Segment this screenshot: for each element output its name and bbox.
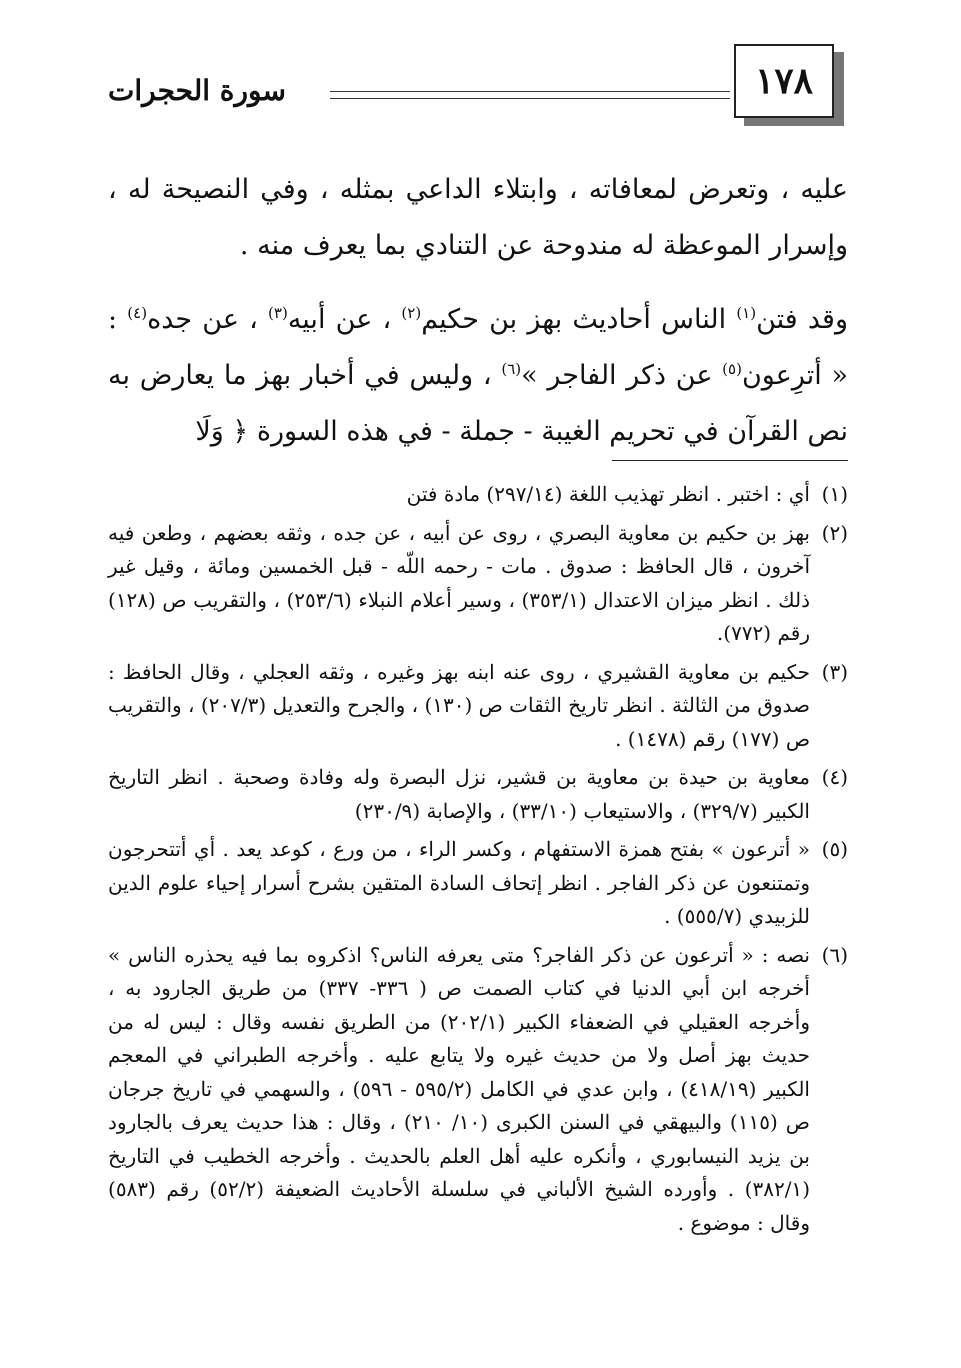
page-number: ١٧٨	[754, 60, 813, 102]
paragraph-2	[108, 292, 848, 460]
main-text	[108, 162, 848, 460]
paragraph-1: عليه ، وتعرض لمعافاته ، وابتلاء الداعي بمثله ، وفي النصيحة له ، وإسرار الموعظة له مندوحة عن التنادي بما يعرف منه .	[108, 174, 848, 261]
footnote-number: (٥)	[821, 837, 848, 861]
footnote-number: (٦)	[821, 942, 848, 967]
footnote-ref: (٦)	[501, 360, 522, 378]
surah-title: سورة الحجرات	[108, 74, 286, 107]
footnote-text: أي : اختبر . انظر تهذيب اللغة (٢٩٧/١٤) مادة فتن	[406, 482, 810, 506]
footnote-4	[108, 761, 848, 828]
footnote-number: (٤)	[821, 765, 848, 789]
footnote-ref: (٤)	[127, 304, 148, 322]
text-segment: ، عن أبيه	[287, 304, 402, 335]
footnote-number: (١)	[821, 482, 848, 506]
footnote-ref: (٥)	[722, 360, 742, 378]
footnote-ref: (٢)	[401, 304, 422, 322]
text-segment: ، عن جده	[147, 304, 269, 335]
footnote-separator	[612, 460, 848, 461]
page-header	[108, 44, 848, 120]
header-rule	[330, 91, 730, 99]
footnote-1	[108, 478, 848, 512]
footnote-text: بهز بن حكيم بن معاوية البصري ، روى عن أبيه ، عن جده ، وثقه بعضهم ، وطعن فيه آخرون ، قال الحافظ : صدوق . مات - رحمه اللّه - قبل الخمسين ومائة ، وقيل غير ذلك . انظر ميزان الاعتدال (٣٥٣/١) ، وسير أعلام النبلاء (٢٥٣/٦) ، والتقريب ص (١٢٨) رقم (٧٧٢).	[108, 520, 810, 645]
footnote-ref: (٣)	[268, 304, 288, 322]
footnote-number: (٣)	[821, 659, 848, 684]
footnotes	[108, 478, 848, 1245]
footnote-ref: (١)	[736, 304, 757, 322]
page-number-box	[734, 44, 834, 118]
footnote-3	[108, 656, 848, 757]
footnote-text: نصه : « أترعون عن ذكر الفاجر؟ متى يعرفه الناس؟ اذكروه بما فيه يحذره الناس » أخرجه ابن أبي الدنيا في كتاب الصمت ص ( ٣٣٦- ٣٣٧) من طريق الجارود به ، وأخرجه العقيلي في الضعفاء الكبير (٢٠٢/١) من الطريق نفسه وقال : ليس له من حديث بهز أصل ولا من حديث غيره ولا يتابع عليه . وأخرجه الطبراني في المعجم الكبير (٤١٨/١٩) ، وابن عدي في الكامل (٥٩٥/٢ - ٥٩٦) ، والسهمي في تاريخ جرجان ص (١١٥) والبيهقي في السنن الكبرى (١٠/ ٢١٠) ، وقال : هذا حديث يعرف بالجارود بن يزيد النيسابوري ، وأنكره عليه أهل العلم بالحديث . وأخرجه الخطيب في التاريخ (٣٨٢/١) . وأورده الشيخ الألباني في سلسلة الأحاديث الضعيفة (٥٢/٢) رقم (٥٨٣) وقال : موضوع .	[108, 942, 810, 1235]
text-segment: : « أترِعون	[108, 304, 848, 391]
footnote-2	[108, 517, 848, 651]
text-segment: وقد فتن	[756, 304, 849, 335]
footnote-text: حكيم بن معاوية القشيري ، روى عنه ابنه بهز وغيره ، وثقه العجلي ، وقال الحافظ : صدوق من الثالثة . انظر تاريخ الثقات ص (١٣٠) ، والجرح والتعديل (٢٠٧/٣) ، والتقريب ص (١٧٧) رقم (١٤٧٨) .	[107, 659, 810, 751]
text-segment: عن ذكر الفاجر »	[521, 360, 723, 391]
footnote-6	[108, 939, 848, 1241]
footnote-number: (٢)	[821, 520, 848, 545]
footnote-text: « أترعون » بفتح همزة الاستفهام ، وكسر الراء ، من ورع ، كوعد يعد . أي أتتحرجون وتمتنعون عن ذكر الفاجر . انظر إتحاف السادة المتقين بشرح أسرار إحياء علوم الدين للزبيدي (٥٥٥/٧) .	[108, 837, 810, 928]
text-segment: الناس أحاديث بهز بن حكيم	[421, 304, 737, 335]
footnote-5	[108, 833, 848, 934]
footnote-text: معاوية بن حيدة بن معاوية بن قشير، نزل البصرة وله وفادة وصحبة . انظر التاريخ الكبير (٣٢٩/٧) ، والاستيعاب (٣٣/١٠) ، والإصابة (٢٣٠/٩)	[108, 765, 810, 823]
text-segment: ، وليس في أخبار بهز ما يعارض به نص القرآن في تحريم الغيبة - جملة - في هذه السورة ﴿ وَلَا	[108, 360, 848, 447]
